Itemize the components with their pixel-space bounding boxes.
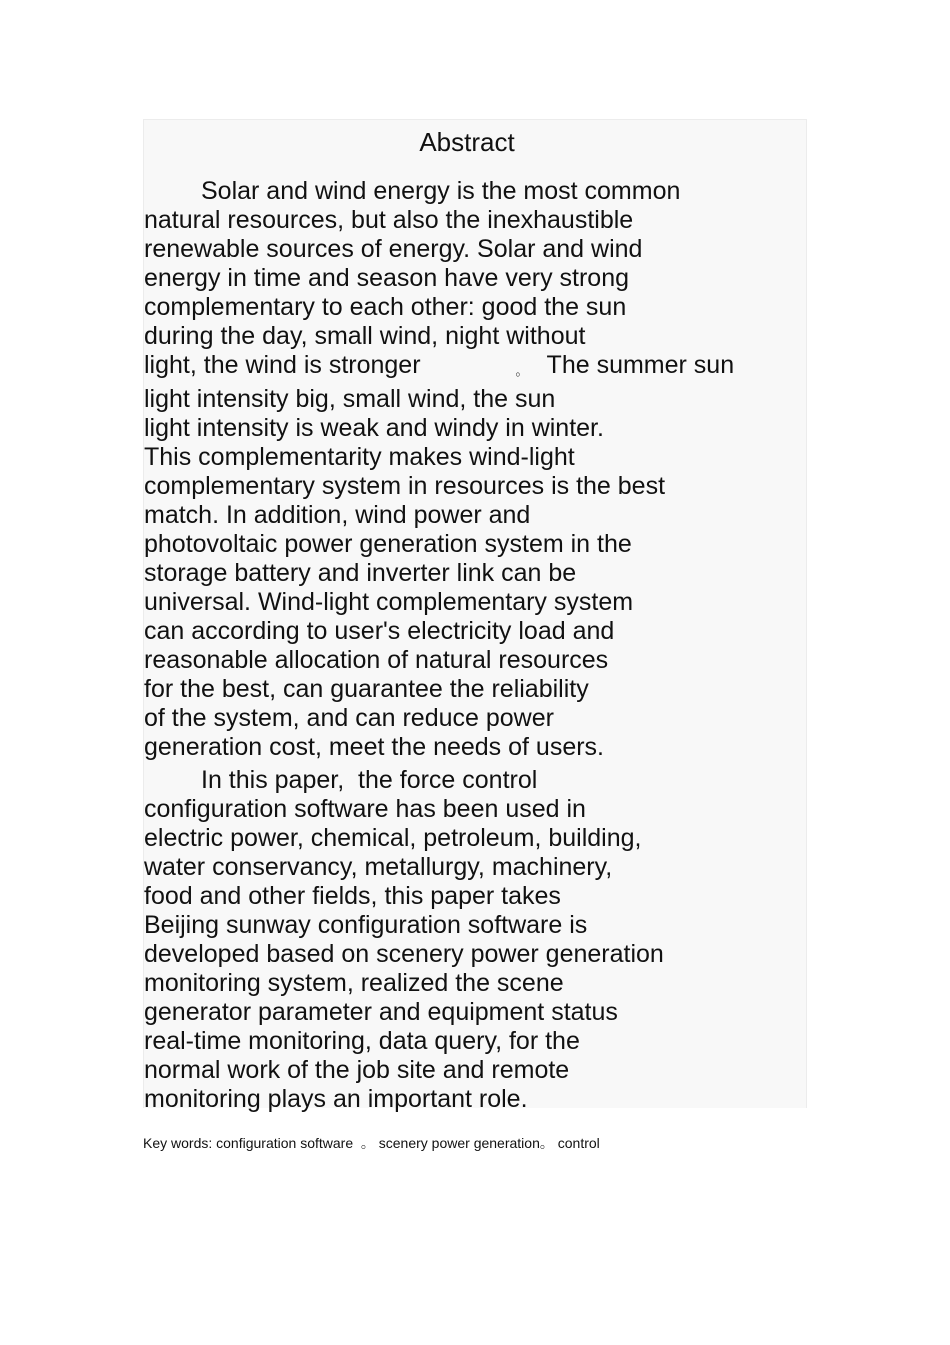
abstract-title: Abstract (419, 127, 515, 157)
paragraph-line: In this paper, the force control (201, 766, 538, 794)
paragraph-line: monitoring plays an important role. (144, 1085, 528, 1113)
paragraph-line: water conservancy, metallurgy, machinery, (144, 853, 613, 881)
paragraph-line: storage battery and inverter link can be (144, 559, 577, 587)
paragraph-line: light intensity big, small wind, the sun (144, 385, 556, 413)
paragraph-line: light intensity is weak and windy in winter. (144, 414, 604, 442)
paragraph-line: complementary system in resources is the best (144, 472, 666, 500)
paragraph-line: Beijing sunway configuration software is (144, 911, 588, 939)
keywords: Key words: configuration software 。 scenery power generation。 control (143, 1135, 600, 1151)
abstract-paragraph-1 (144, 177, 734, 762)
paragraph-line: renewable sources of energy. Solar and wind (144, 235, 643, 263)
line-tail: The summer sun (546, 351, 735, 379)
paragraph-line: natural resources, but also the inexhaustible (144, 206, 634, 234)
paragraph-line: photovoltaic power generation system in the (144, 530, 632, 558)
paragraph-line: can according to user's electricity load and (144, 617, 615, 645)
abstract-paragraph-2 (144, 766, 664, 1114)
paragraph-line: This complementarity makes wind-light (144, 443, 575, 471)
paragraph-line: Solar and wind energy is the most common (201, 177, 681, 205)
paragraph-line: normal work of the job site and remote (144, 1056, 570, 1084)
paragraph-line: energy in time and season have very strong (144, 264, 629, 292)
paragraph-line: of the system, and can reduce power (144, 704, 554, 732)
paragraph-line: developed based on scenery power generation (144, 940, 664, 968)
paragraph-line: match. In addition, wind power and (144, 501, 531, 529)
paragraph-line: configuration software has been used in (144, 795, 586, 823)
paragraph-line: monitoring system, realized the scene (144, 969, 564, 997)
paragraph-line: reasonable allocation of natural resources (144, 646, 609, 674)
paragraph-line: complementary to each other: good the sun (144, 293, 627, 321)
paragraph-line: during the day, small wind, night without (144, 322, 586, 350)
paragraph-line: food and other fields, this paper takes (144, 882, 561, 910)
paragraph-line: electric power, chemical, petroleum, building, (144, 824, 642, 852)
paragraph-line: universal. Wind-light complementary system (144, 588, 634, 616)
separator-mark: 。 (515, 363, 529, 378)
paragraph-line-mixed (144, 351, 734, 385)
paragraph-line: generation cost, meet the needs of users. (144, 733, 604, 761)
paragraph-line: real-time monitoring, data query, for the (144, 1027, 580, 1055)
paragraph-line: generator parameter and equipment status (144, 998, 618, 1026)
line-head: light, the wind is stronger (144, 351, 421, 379)
paragraph-line: for the best, can guarantee the reliability (144, 675, 589, 703)
